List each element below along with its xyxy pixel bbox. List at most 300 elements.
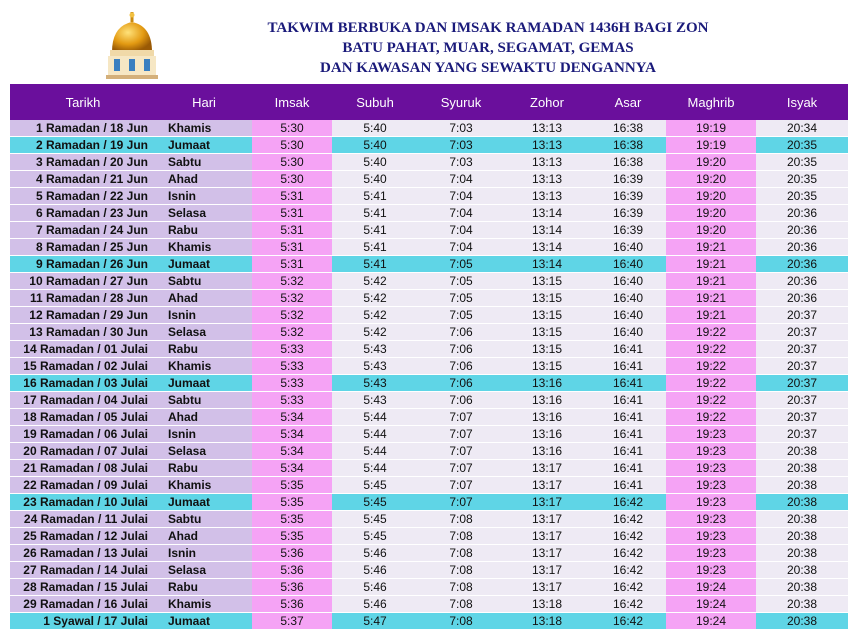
cell-isyak: 20:38 (756, 528, 848, 545)
cell-hari: Jumaat (156, 375, 252, 392)
table-row (10, 290, 848, 307)
cell-isyak: 20:35 (756, 154, 848, 171)
cell-tarikh: 5 Ramadan / 22 Jun (10, 188, 156, 205)
cell-hari: Khamis (156, 477, 252, 494)
cell-subuh: 5:43 (332, 341, 418, 358)
column-header-zohor: Zohor (504, 84, 590, 120)
cell-zohor: 13:17 (504, 545, 590, 562)
cell-asar: 16:41 (590, 341, 666, 358)
cell-isyak: 20:37 (756, 426, 848, 443)
cell-hari: Ahad (156, 171, 252, 188)
table-row (10, 409, 848, 426)
cell-imsak: 5:33 (252, 341, 332, 358)
cell-maghrib: 19:24 (666, 613, 756, 630)
cell-maghrib: 19:24 (666, 596, 756, 613)
cell-hari: Sabtu (156, 392, 252, 409)
cell-tarikh: 21 Ramadan / 08 Julai (10, 460, 156, 477)
cell-asar: 16:42 (590, 545, 666, 562)
cell-syuruk: 7:06 (418, 375, 504, 392)
mosque-dome-icon (104, 12, 160, 80)
cell-syuruk: 7:04 (418, 239, 504, 256)
cell-isyak: 20:37 (756, 375, 848, 392)
cell-syuruk: 7:07 (418, 477, 504, 494)
cell-isyak: 20:37 (756, 358, 848, 375)
cell-tarikh: 18 Ramadan / 05 Julai (10, 409, 156, 426)
cell-isyak: 20:36 (756, 222, 848, 239)
cell-tarikh: 20 Ramadan / 07 Julai (10, 443, 156, 460)
cell-imsak: 5:30 (252, 137, 332, 154)
table-row (10, 239, 848, 256)
cell-isyak: 20:35 (756, 171, 848, 188)
cell-isyak: 20:38 (756, 596, 848, 613)
cell-hari: Rabu (156, 460, 252, 477)
cell-maghrib: 19:23 (666, 426, 756, 443)
cell-isyak: 20:38 (756, 443, 848, 460)
table-row (10, 205, 848, 222)
cell-hari: Khamis (156, 120, 252, 137)
cell-zohor: 13:14 (504, 239, 590, 256)
table-row (10, 545, 848, 562)
cell-imsak: 5:32 (252, 273, 332, 290)
cell-subuh: 5:40 (332, 137, 418, 154)
cell-imsak: 5:35 (252, 477, 332, 494)
table-row (10, 443, 848, 460)
cell-isyak: 20:37 (756, 324, 848, 341)
cell-subuh: 5:46 (332, 545, 418, 562)
cell-asar: 16:38 (590, 137, 666, 154)
cell-tarikh: 2 Ramadan / 19 Jun (10, 137, 156, 154)
cell-hari: Selasa (156, 443, 252, 460)
cell-subuh: 5:40 (332, 120, 418, 137)
cell-subuh: 5:41 (332, 222, 418, 239)
cell-subuh: 5:45 (332, 528, 418, 545)
table-row (10, 120, 848, 137)
cell-subuh: 5:43 (332, 375, 418, 392)
cell-asar: 16:39 (590, 188, 666, 205)
cell-isyak: 20:38 (756, 579, 848, 596)
cell-asar: 16:41 (590, 477, 666, 494)
cell-asar: 16:41 (590, 409, 666, 426)
cell-isyak: 20:38 (756, 477, 848, 494)
cell-zohor: 13:17 (504, 494, 590, 511)
cell-imsak: 5:34 (252, 426, 332, 443)
cell-asar: 16:40 (590, 307, 666, 324)
cell-zohor: 13:16 (504, 426, 590, 443)
cell-syuruk: 7:04 (418, 188, 504, 205)
cell-imsak: 5:36 (252, 545, 332, 562)
cell-maghrib: 19:23 (666, 562, 756, 579)
cell-syuruk: 7:07 (418, 443, 504, 460)
cell-maghrib: 19:23 (666, 511, 756, 528)
cell-zohor: 13:13 (504, 120, 590, 137)
table-row (10, 273, 848, 290)
cell-asar: 16:39 (590, 171, 666, 188)
cell-tarikh: 26 Ramadan / 13 Julai (10, 545, 156, 562)
cell-hari: Ahad (156, 290, 252, 307)
cell-isyak: 20:35 (756, 188, 848, 205)
table-row (10, 426, 848, 443)
cell-hari: Ahad (156, 528, 252, 545)
cell-tarikh: 8 Ramadan / 25 Jun (10, 239, 156, 256)
cell-maghrib: 19:23 (666, 477, 756, 494)
cell-subuh: 5:42 (332, 324, 418, 341)
cell-asar: 16:42 (590, 511, 666, 528)
cell-subuh: 5:46 (332, 562, 418, 579)
cell-maghrib: 19:23 (666, 545, 756, 562)
cell-syuruk: 7:06 (418, 392, 504, 409)
cell-maghrib: 19:22 (666, 375, 756, 392)
cell-zohor: 13:14 (504, 205, 590, 222)
cell-hari: Jumaat (156, 494, 252, 511)
cell-zohor: 13:14 (504, 222, 590, 239)
cell-imsak: 5:30 (252, 120, 332, 137)
cell-isyak: 20:38 (756, 511, 848, 528)
cell-hari: Sabtu (156, 511, 252, 528)
table-row (10, 256, 848, 273)
cell-syuruk: 7:07 (418, 460, 504, 477)
cell-syuruk: 7:07 (418, 494, 504, 511)
cell-asar: 16:42 (590, 562, 666, 579)
cell-imsak: 5:36 (252, 562, 332, 579)
cell-zohor: 13:18 (504, 613, 590, 630)
cell-subuh: 5:41 (332, 256, 418, 273)
cell-hari: Jumaat (156, 613, 252, 630)
column-header-imsak: Imsak (252, 84, 332, 120)
cell-zohor: 13:17 (504, 460, 590, 477)
prayer-times-table (10, 84, 848, 630)
cell-zohor: 13:17 (504, 562, 590, 579)
cell-tarikh: 16 Ramadan / 03 Julai (10, 375, 156, 392)
table-row (10, 171, 848, 188)
table-row (10, 392, 848, 409)
cell-subuh: 5:42 (332, 290, 418, 307)
cell-imsak: 5:35 (252, 528, 332, 545)
cell-imsak: 5:36 (252, 579, 332, 596)
cell-maghrib: 19:23 (666, 443, 756, 460)
cell-zohor: 13:13 (504, 171, 590, 188)
cell-subuh: 5:45 (332, 511, 418, 528)
cell-hari: Rabu (156, 579, 252, 596)
table-row (10, 528, 848, 545)
cell-isyak: 20:36 (756, 239, 848, 256)
cell-syuruk: 7:04 (418, 222, 504, 239)
title-line-1: TAKWIM BERBUKA DAN IMSAK RAMADAN 1436H BAGI ZON (267, 20, 709, 36)
table-row (10, 324, 848, 341)
cell-isyak: 20:38 (756, 545, 848, 562)
cell-asar: 16:38 (590, 120, 666, 137)
cell-imsak: 5:31 (252, 188, 332, 205)
cell-zohor: 13:16 (504, 443, 590, 460)
cell-subuh: 5:44 (332, 443, 418, 460)
cell-imsak: 5:34 (252, 409, 332, 426)
cell-syuruk: 7:05 (418, 307, 504, 324)
cell-hari: Isnin (156, 545, 252, 562)
cell-tarikh: 11 Ramadan / 28 Jun (10, 290, 156, 307)
cell-isyak: 20:36 (756, 290, 848, 307)
cell-imsak: 5:34 (252, 443, 332, 460)
cell-tarikh: 9 Ramadan / 26 Jun (10, 256, 156, 273)
cell-tarikh: 4 Ramadan / 21 Jun (10, 171, 156, 188)
cell-asar: 16:41 (590, 392, 666, 409)
table-row (10, 596, 848, 613)
cell-syuruk: 7:04 (418, 205, 504, 222)
cell-imsak: 5:33 (252, 358, 332, 375)
cell-imsak: 5:30 (252, 171, 332, 188)
cell-zohor: 13:13 (504, 137, 590, 154)
cell-isyak: 20:37 (756, 307, 848, 324)
cell-syuruk: 7:06 (418, 324, 504, 341)
cell-tarikh: 1 Ramadan / 18 Jun (10, 120, 156, 137)
table-row (10, 307, 848, 324)
cell-imsak: 5:33 (252, 392, 332, 409)
cell-maghrib: 19:20 (666, 205, 756, 222)
cell-syuruk: 7:08 (418, 528, 504, 545)
cell-zohor: 13:15 (504, 324, 590, 341)
cell-imsak: 5:33 (252, 375, 332, 392)
cell-hari: Rabu (156, 222, 252, 239)
cell-zohor: 13:15 (504, 273, 590, 290)
cell-syuruk: 7:08 (418, 545, 504, 562)
cell-isyak: 20:38 (756, 562, 848, 579)
cell-zohor: 13:16 (504, 375, 590, 392)
column-header-subuh: Subuh (332, 84, 418, 120)
cell-tarikh: 10 Ramadan / 27 Jun (10, 273, 156, 290)
cell-tarikh: 3 Ramadan / 20 Jun (10, 154, 156, 171)
cell-syuruk: 7:08 (418, 562, 504, 579)
cell-isyak: 20:35 (756, 137, 848, 154)
cell-syuruk: 7:05 (418, 273, 504, 290)
cell-asar: 16:42 (590, 613, 666, 630)
cell-subuh: 5:41 (332, 205, 418, 222)
cell-syuruk: 7:05 (418, 290, 504, 307)
cell-zohor: 13:15 (504, 290, 590, 307)
table-row (10, 222, 848, 239)
cell-isyak: 20:38 (756, 460, 848, 477)
cell-hari: Jumaat (156, 256, 252, 273)
cell-tarikh: 29 Ramadan / 16 Julai (10, 596, 156, 613)
cell-maghrib: 19:23 (666, 528, 756, 545)
cell-subuh: 5:44 (332, 409, 418, 426)
cell-imsak: 5:34 (252, 460, 332, 477)
cell-subuh: 5:47 (332, 613, 418, 630)
cell-maghrib: 19:24 (666, 579, 756, 596)
cell-zohor: 13:17 (504, 528, 590, 545)
cell-subuh: 5:43 (332, 392, 418, 409)
cell-asar: 16:41 (590, 460, 666, 477)
cell-tarikh: 6 Ramadan / 23 Jun (10, 205, 156, 222)
cell-asar: 16:42 (590, 579, 666, 596)
cell-asar: 16:40 (590, 324, 666, 341)
table-row (10, 511, 848, 528)
cell-subuh: 5:43 (332, 358, 418, 375)
cell-isyak: 20:36 (756, 273, 848, 290)
cell-isyak: 20:36 (756, 205, 848, 222)
cell-hari: Khamis (156, 596, 252, 613)
cell-syuruk: 7:08 (418, 613, 504, 630)
cell-subuh: 5:44 (332, 460, 418, 477)
cell-imsak: 5:32 (252, 324, 332, 341)
cell-subuh: 5:44 (332, 426, 418, 443)
cell-asar: 16:42 (590, 528, 666, 545)
cell-maghrib: 19:22 (666, 324, 756, 341)
cell-maghrib: 19:23 (666, 460, 756, 477)
table-row (10, 341, 848, 358)
cell-hari: Khamis (156, 358, 252, 375)
cell-syuruk: 7:07 (418, 409, 504, 426)
table-row (10, 494, 848, 511)
cell-zohor: 13:17 (504, 477, 590, 494)
cell-tarikh: 28 Ramadan / 15 Julai (10, 579, 156, 596)
cell-isyak: 20:37 (756, 341, 848, 358)
cell-subuh: 5:40 (332, 154, 418, 171)
cell-zohor: 13:17 (504, 511, 590, 528)
cell-maghrib: 19:22 (666, 341, 756, 358)
cell-imsak: 5:35 (252, 511, 332, 528)
cell-asar: 16:40 (590, 256, 666, 273)
cell-tarikh: 22 Ramadan / 09 Julai (10, 477, 156, 494)
cell-imsak: 5:31 (252, 205, 332, 222)
column-header-isyak: Isyak (756, 84, 848, 120)
cell-isyak: 20:37 (756, 409, 848, 426)
cell-zohor: 13:16 (504, 392, 590, 409)
cell-tarikh: 25 Ramadan / 12 Julai (10, 528, 156, 545)
table-row (10, 477, 848, 494)
cell-isyak: 20:37 (756, 392, 848, 409)
title-line-3: DAN KAWASAN YANG SEWAKTU DENGANNYA (320, 60, 656, 76)
cell-syuruk: 7:03 (418, 154, 504, 171)
cell-asar: 16:39 (590, 205, 666, 222)
cell-zohor: 13:15 (504, 307, 590, 324)
table-row (10, 137, 848, 154)
cell-syuruk: 7:03 (418, 120, 504, 137)
cell-maghrib: 19:21 (666, 290, 756, 307)
cell-imsak: 5:30 (252, 154, 332, 171)
cell-imsak: 5:37 (252, 613, 332, 630)
cell-maghrib: 19:20 (666, 188, 756, 205)
cell-tarikh: 24 Ramadan / 11 Julai (10, 511, 156, 528)
cell-maghrib: 19:22 (666, 358, 756, 375)
cell-zohor: 13:13 (504, 154, 590, 171)
cell-maghrib: 19:20 (666, 222, 756, 239)
table-header-row (10, 84, 848, 120)
table-row (10, 358, 848, 375)
cell-asar: 16:41 (590, 443, 666, 460)
cell-subuh: 5:45 (332, 477, 418, 494)
cell-tarikh: 27 Ramadan / 14 Julai (10, 562, 156, 579)
cell-subuh: 5:42 (332, 307, 418, 324)
cell-subuh: 5:46 (332, 579, 418, 596)
cell-syuruk: 7:07 (418, 426, 504, 443)
title-line-2: BATU PAHAT, MUAR, SEGAMAT, GEMAS (342, 40, 634, 56)
cell-imsak: 5:31 (252, 222, 332, 239)
cell-zohor: 13:14 (504, 256, 590, 273)
cell-subuh: 5:42 (332, 273, 418, 290)
cell-imsak: 5:36 (252, 596, 332, 613)
cell-syuruk: 7:05 (418, 256, 504, 273)
cell-syuruk: 7:08 (418, 511, 504, 528)
cell-syuruk: 7:08 (418, 579, 504, 596)
cell-tarikh: 13 Ramadan / 30 Jun (10, 324, 156, 341)
cell-maghrib: 19:21 (666, 239, 756, 256)
cell-maghrib: 19:20 (666, 154, 756, 171)
cell-maghrib: 19:23 (666, 494, 756, 511)
table-row (10, 613, 848, 630)
cell-tarikh: 23 Ramadan / 10 Julai (10, 494, 156, 511)
cell-isyak: 20:34 (756, 120, 848, 137)
cell-asar: 16:39 (590, 222, 666, 239)
cell-maghrib: 19:20 (666, 171, 756, 188)
cell-hari: Selasa (156, 205, 252, 222)
table-row (10, 460, 848, 477)
cell-syuruk: 7:06 (418, 341, 504, 358)
cell-imsak: 5:31 (252, 239, 332, 256)
column-header-hari: Hari (156, 84, 252, 120)
cell-hari: Sabtu (156, 154, 252, 171)
cell-subuh: 5:41 (332, 188, 418, 205)
cell-zohor: 13:15 (504, 358, 590, 375)
cell-asar: 16:42 (590, 494, 666, 511)
cell-hari: Selasa (156, 562, 252, 579)
cell-subuh: 5:40 (332, 171, 418, 188)
cell-tarikh: 15 Ramadan / 02 Julai (10, 358, 156, 375)
cell-hari: Jumaat (156, 137, 252, 154)
cell-maghrib: 19:22 (666, 409, 756, 426)
cell-hari: Ahad (156, 409, 252, 426)
cell-syuruk: 7:06 (418, 358, 504, 375)
table-row (10, 562, 848, 579)
table-row (10, 188, 848, 205)
cell-maghrib: 19:21 (666, 273, 756, 290)
cell-imsak: 5:32 (252, 290, 332, 307)
cell-subuh: 5:46 (332, 596, 418, 613)
table-row (10, 154, 848, 171)
cell-asar: 16:42 (590, 596, 666, 613)
cell-hari: Isnin (156, 188, 252, 205)
cell-maghrib: 19:21 (666, 307, 756, 324)
cell-tarikh: 1 Syawal / 17 Julai (10, 613, 156, 630)
cell-hari: Sabtu (156, 273, 252, 290)
cell-asar: 16:41 (590, 358, 666, 375)
cell-zohor: 13:15 (504, 341, 590, 358)
cell-tarikh: 12 Ramadan / 29 Jun (10, 307, 156, 324)
cell-tarikh: 14 Ramadan / 01 Julai (10, 341, 156, 358)
cell-hari: Rabu (156, 341, 252, 358)
cell-syuruk: 7:08 (418, 596, 504, 613)
cell-maghrib: 19:22 (666, 392, 756, 409)
cell-maghrib: 19:21 (666, 256, 756, 273)
cell-hari: Selasa (156, 324, 252, 341)
column-header-asar: Asar (590, 84, 666, 120)
column-header-maghrib: Maghrib (666, 84, 756, 120)
table-row (10, 579, 848, 596)
cell-tarikh: 7 Ramadan / 24 Jun (10, 222, 156, 239)
table-row (10, 375, 848, 392)
cell-imsak: 5:32 (252, 307, 332, 324)
cell-hari: Khamis (156, 239, 252, 256)
cell-tarikh: 19 Ramadan / 06 Julai (10, 426, 156, 443)
cell-asar: 16:41 (590, 426, 666, 443)
cell-asar: 16:41 (590, 375, 666, 392)
cell-hari: Isnin (156, 307, 252, 324)
cell-zohor: 13:18 (504, 596, 590, 613)
cell-asar: 16:40 (590, 290, 666, 307)
cell-maghrib: 19:19 (666, 137, 756, 154)
cell-zohor: 13:17 (504, 579, 590, 596)
cell-zohor: 13:16 (504, 409, 590, 426)
page-title (228, 18, 748, 78)
column-header-syuruk: Syuruk (418, 84, 504, 120)
cell-maghrib: 19:19 (666, 120, 756, 137)
